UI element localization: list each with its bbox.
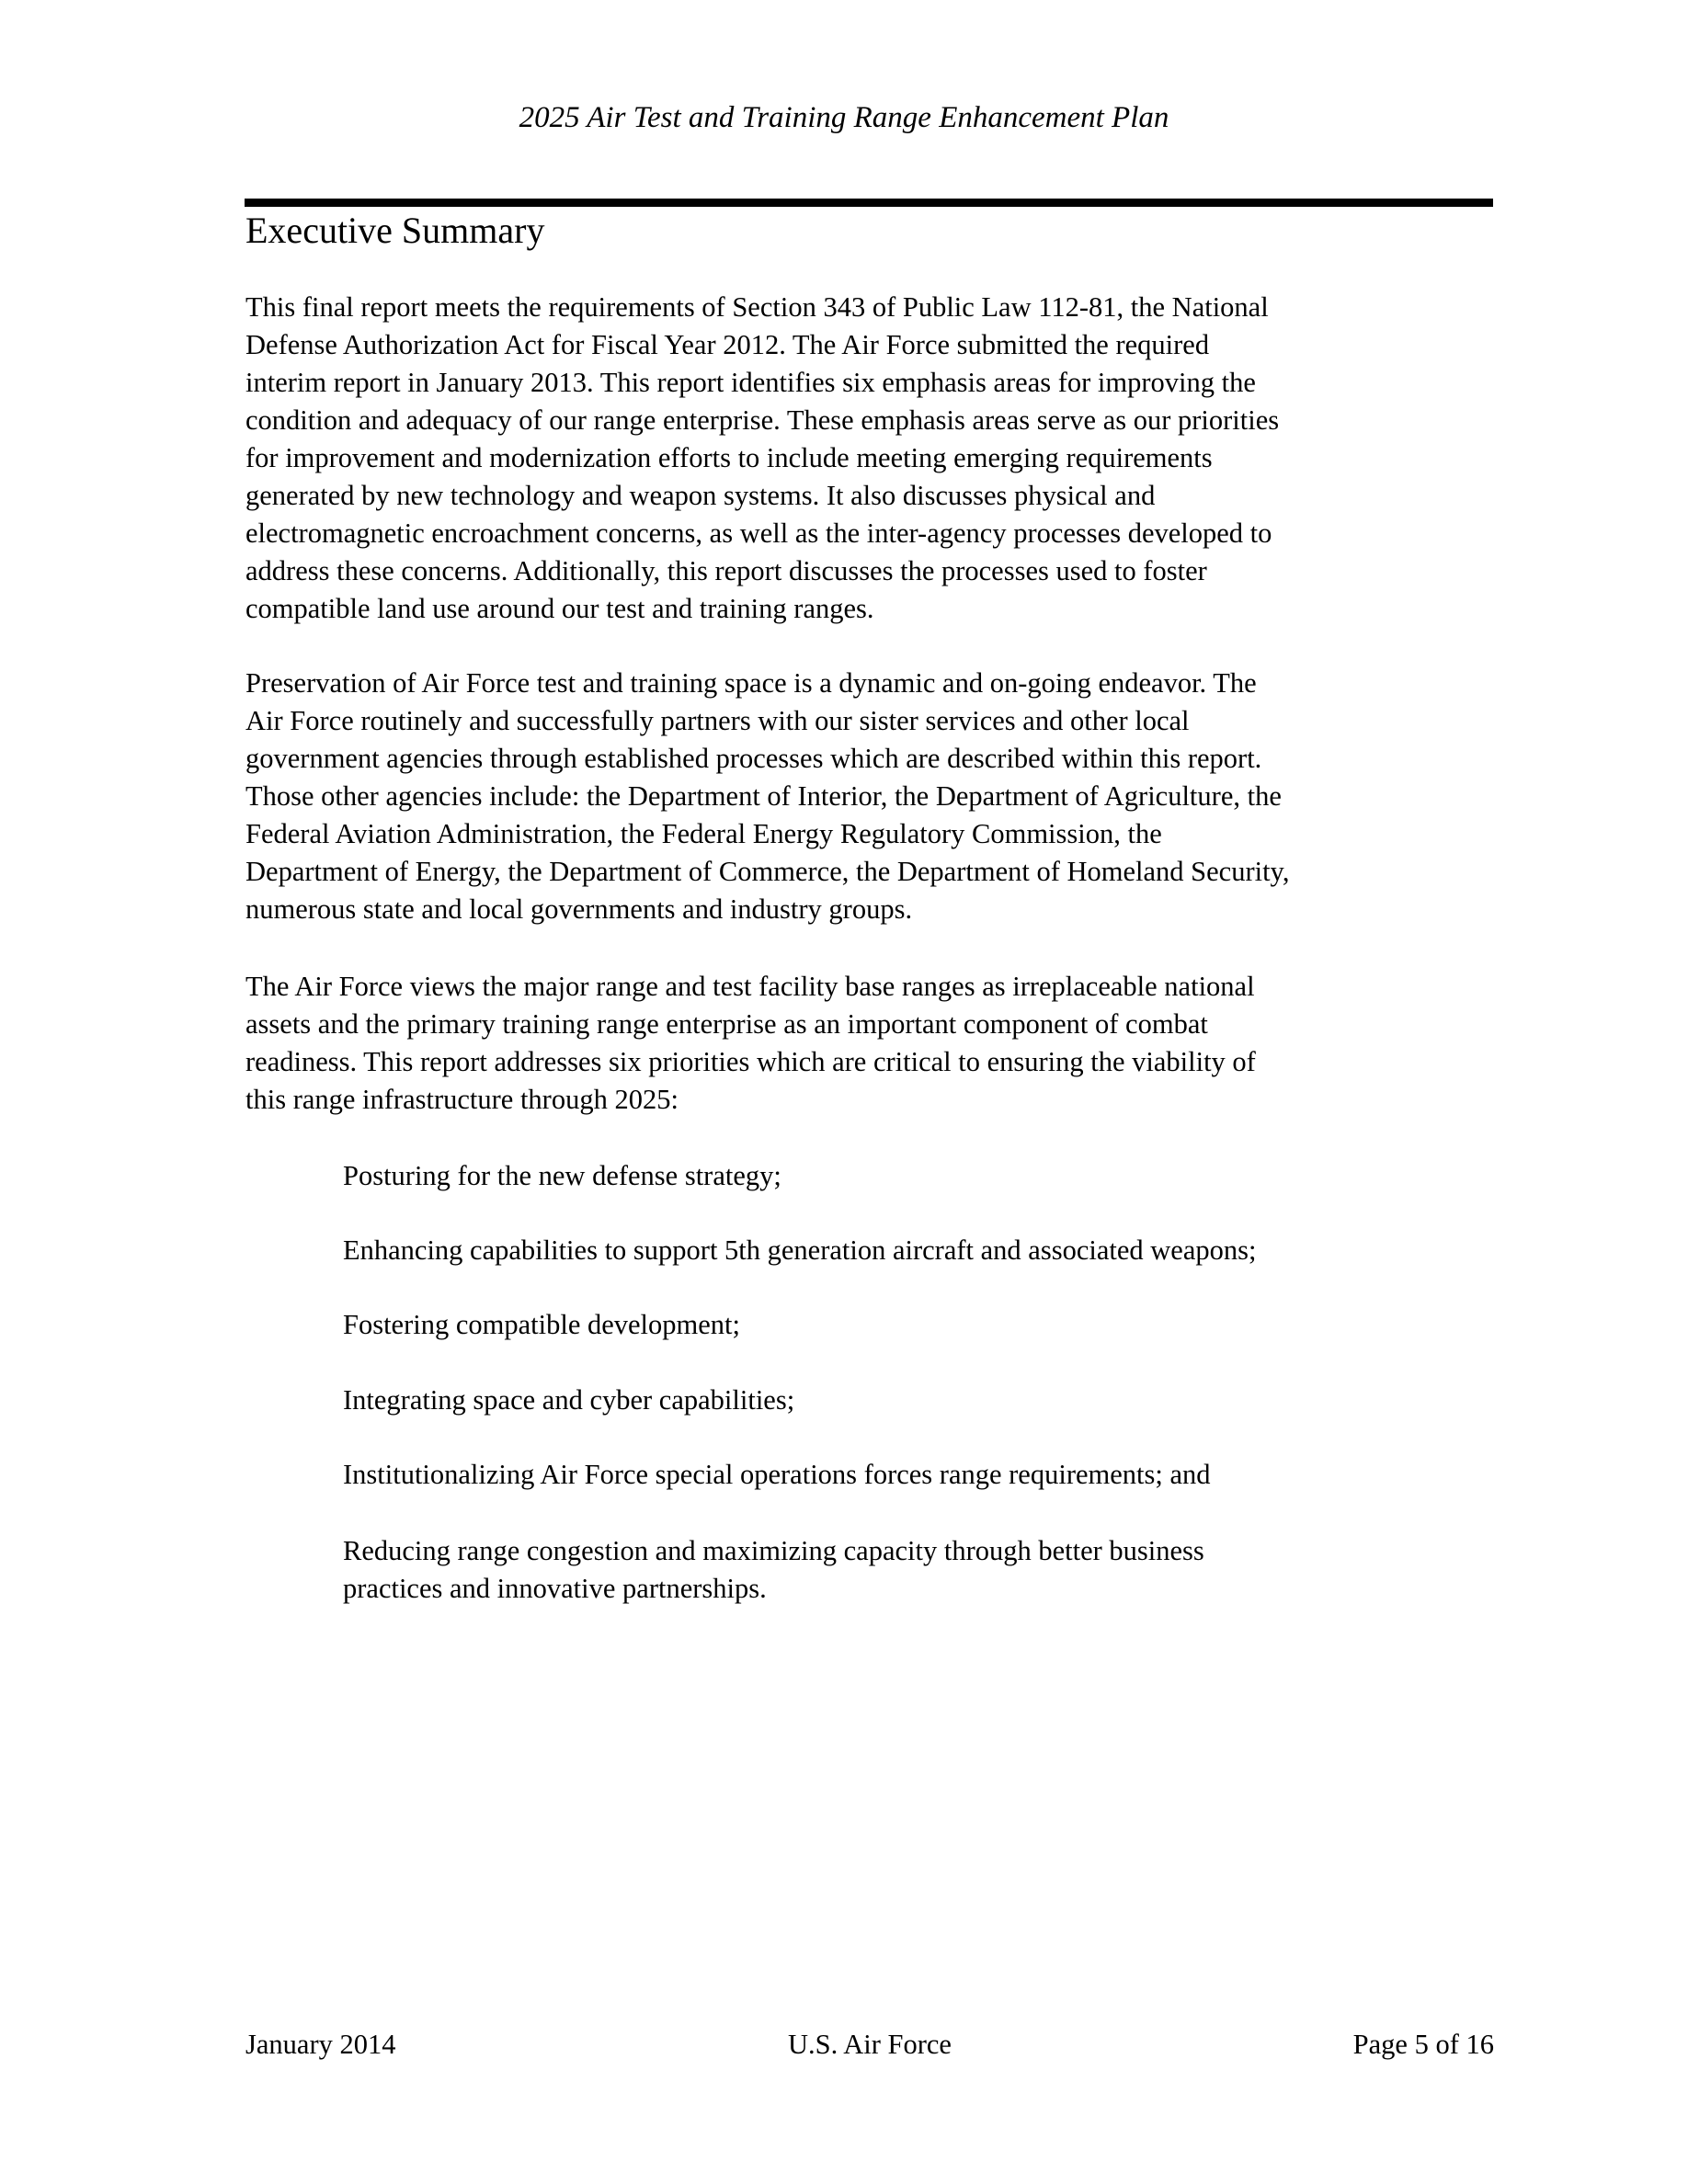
footer-organization: U.S. Air Force xyxy=(788,2029,952,2060)
priority-item xyxy=(343,1456,1211,1494)
paragraph-line: The Air Force views the major range and test facility base ranges as irreplaceable national xyxy=(245,971,1255,1002)
priority-text: Fostering compatible development; xyxy=(343,1309,740,1340)
priority-text: practices and innovative partnerships. xyxy=(343,1573,767,1604)
section-rule xyxy=(245,199,1493,207)
priority-item xyxy=(343,1382,794,1419)
paragraph-line: Air Force routinely and successfully partners with our sister services and other local xyxy=(245,705,1190,736)
paragraph-partnerships xyxy=(245,665,1505,928)
section-title: Executive Summary xyxy=(245,210,545,251)
paragraph-priorities-intro xyxy=(245,968,1505,1119)
paragraph-line: generated by new technology and weapon systems. It also discusses physical and xyxy=(245,480,1156,511)
priority-text: Posturing for the new defense strategy; xyxy=(343,1160,781,1191)
priority-text: Reducing range congestion and maximizing capacity through better business xyxy=(343,1535,1204,1566)
paragraph-line: this range infrastructure through 2025: xyxy=(245,1084,679,1115)
priority-text: Enhancing capabilities to support 5th generation aircraft and associated weapons; xyxy=(343,1234,1257,1266)
paragraph-line: government agencies through established processes which are described within this report. xyxy=(245,743,1262,774)
paragraph-line: electromagnetic encroachment concerns, as well as the inter-agency processes developed to xyxy=(245,518,1272,549)
priority-text: Integrating space and cyber capabilities; xyxy=(343,1384,795,1416)
paragraph-intro xyxy=(245,289,1505,628)
paragraph-line: Those other agencies include: the Department of Interior, the Department of Agriculture, the xyxy=(245,780,1282,812)
footer-date: January 2014 xyxy=(245,2029,396,2060)
priority-item xyxy=(343,1306,740,1344)
priority-item xyxy=(343,1232,1256,1269)
paragraph-line: readiness. This report addresses six priorities which are critical to ensuring the viability of xyxy=(245,1046,1256,1077)
paragraph-line: condition and adequacy of our range enterprise. These emphasis areas serve as our priorities xyxy=(245,404,1280,436)
paragraph-line: Defense Authorization Act for Fiscal Year 2012. The Air Force submitted the required xyxy=(245,329,1210,360)
paragraph-line: for improvement and modernization efforts to include meeting emerging requirements xyxy=(245,442,1213,473)
paragraph-line: assets and the primary training range enterprise as an important component of combat xyxy=(245,1008,1208,1040)
paragraph-line: compatible land use around our test and training ranges. xyxy=(245,593,874,624)
paragraph-line: Department of Energy, the Department of Commerce, the Department of Homeland Security, xyxy=(245,856,1290,887)
paragraph-line: interim report in January 2013. This report identifies six emphasis areas for improving the xyxy=(245,367,1256,398)
paragraph-line: This final report meets the requirements of Section 343 of Public Law 112-81, the National xyxy=(245,291,1269,323)
footer-page-number: Page 5 of 16 xyxy=(1352,2029,1494,2060)
priority-item xyxy=(343,1532,1204,1608)
running-header: 2025 Air Test and Training Range Enhancement Plan xyxy=(519,101,1169,134)
priority-text: Institutionalizing Air Force special operations forces range requirements; and xyxy=(343,1459,1211,1490)
paragraph-line: Federal Aviation Administration, the Federal Energy Regulatory Commission, the xyxy=(245,818,1162,849)
paragraph-line: Preservation of Air Force test and training space is a dynamic and on-going endeavor. The xyxy=(245,667,1257,699)
paragraph-line: address these concerns. Additionally, this report discusses the processes used to foster xyxy=(245,555,1207,586)
priority-item xyxy=(343,1157,781,1195)
paragraph-line: numerous state and local governments and industry groups. xyxy=(245,893,913,925)
